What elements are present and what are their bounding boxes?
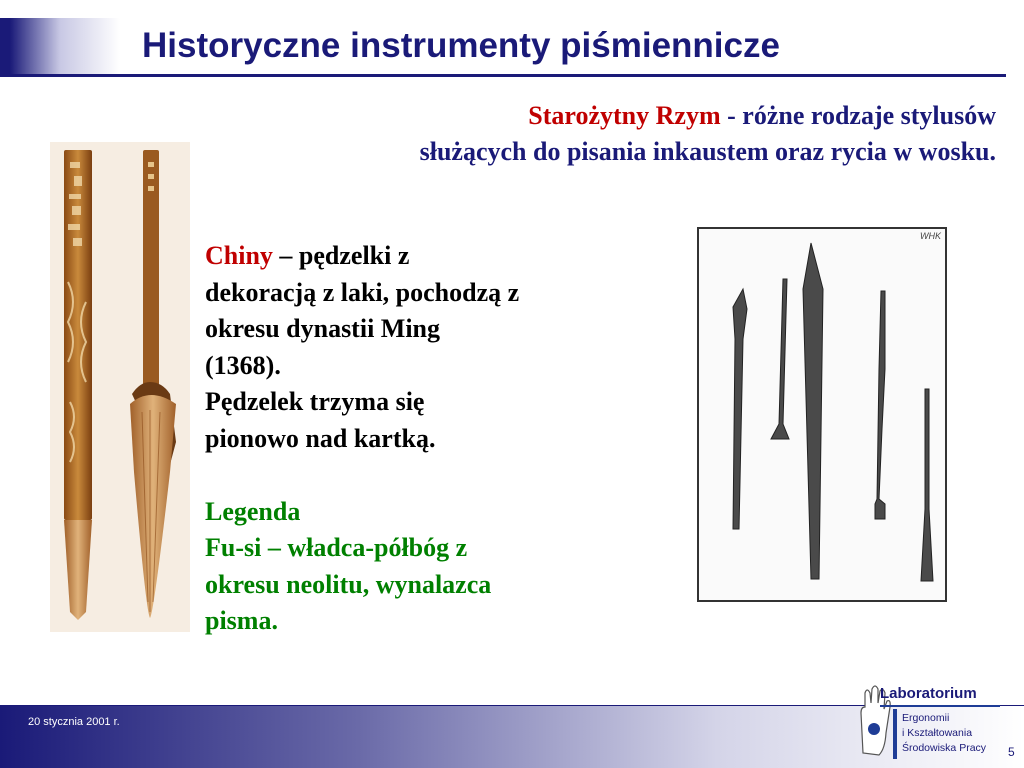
rome-heading: Starożytny Rzym (528, 101, 721, 130)
title-underline (0, 74, 1006, 77)
chinese-brushes-image (50, 142, 190, 632)
roman-styli-image (697, 227, 947, 602)
lab-logo (855, 683, 1005, 763)
logo-title-rule (880, 705, 1000, 707)
rome-line2: służących do pisania inkaustem oraz rycia w wosku. (419, 137, 996, 166)
logo-line-3: Środowiska Pracy (902, 742, 987, 754)
chinese-brushes-svg (50, 142, 190, 632)
slide-title: Historyczne instrumenty piśmiennicze (142, 26, 780, 65)
china-description (205, 238, 635, 640)
legend-line-3: pisma. (205, 606, 278, 635)
legend-line-2: okresu neolitu, wynalazca (205, 569, 492, 599)
footer-date: 20 stycznia 2001 r. (28, 716, 120, 728)
china-line-3: okresu dynastii Ming (205, 314, 441, 343)
logo-side-bar (893, 709, 897, 759)
china-line-2: dekoracją z laki, pochodzą z (205, 277, 520, 307)
image-caption: WHK (920, 231, 941, 241)
rome-line1-rest: różne rodzaje stylusów (742, 101, 996, 130)
china-line-4: (1368). (205, 350, 281, 380)
china-line-6: pionowo nad kartką. (205, 423, 436, 453)
legend-line-1: Fu-si – władca-półbóg z (205, 533, 468, 562)
rome-separator: - (720, 101, 743, 130)
logo-title: Laboratorium (880, 685, 977, 702)
legend-heading: Legenda (205, 496, 301, 526)
logo-line-2: i Kształtowania (902, 727, 973, 739)
china-heading: Chiny (205, 241, 273, 270)
roman-styli-svg (699, 229, 945, 600)
rome-description (216, 98, 996, 170)
china-line-1: – pędzelki z (272, 241, 410, 270)
china-line-5: Pędzelek trzyma się (205, 387, 425, 416)
page-number: 5 (1008, 745, 1015, 759)
logo-line-1: Ergonomii (902, 712, 950, 724)
